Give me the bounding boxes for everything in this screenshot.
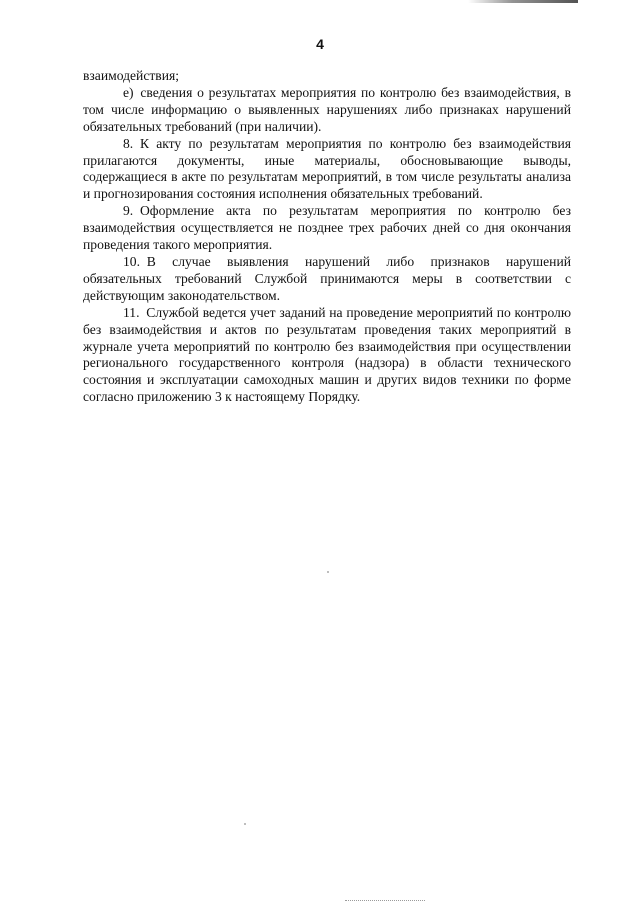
paragraph-item-9: 9. Оформление акта по результатам мероприятия по контролю без взаимодействия осуществляется не позднее трех рабочих дней со дня окончания проведения такого мероприятия. bbox=[83, 203, 571, 253]
scan-speck bbox=[244, 823, 246, 825]
paragraph-item-8: 8. К акту по результатам мероприятия по контролю без взаимодействия прилагаются документы, иные материалы, обосновывающие выводы, содержащиеся в акте по результатам мероприятий, в том числе результаты анализа и прогнозирования состояния исполнения обязательных требований. bbox=[83, 135, 571, 202]
scan-speck bbox=[327, 571, 329, 573]
paragraph-item-e: е) сведения о результатах мероприятия по контролю без взаимодействия, в том числе информацию о выявленных нарушениях либо признаках нарушений обязательных требований (при наличии). bbox=[83, 84, 571, 134]
paragraph-item-11: 11. Службой ведется учет заданий на проведение мероприятий по контролю без взаимодействия и актов по результатам проведения таких мероприятий в журнале учета мероприятий по контролю без взаимодействия при осуществлении регионального государственного контроля (надзора) в области технического состояния и эксплуатации самоходных машин и других видов техники по форме согласно приложению 3 к настоящему Порядку. bbox=[83, 304, 571, 405]
scan-artifact-top bbox=[468, 0, 578, 3]
paragraph-continuation: взаимодействия; bbox=[83, 68, 180, 83]
document-body bbox=[83, 68, 571, 406]
page-number: 4 bbox=[316, 36, 324, 52]
scan-artifact-bottom bbox=[345, 900, 425, 901]
paragraph-item-10: 10. В случае выявления нарушений либо признаков нарушений обязательных требований Службой принимаются меры в соответствии с действующим законодательством. bbox=[83, 253, 571, 303]
